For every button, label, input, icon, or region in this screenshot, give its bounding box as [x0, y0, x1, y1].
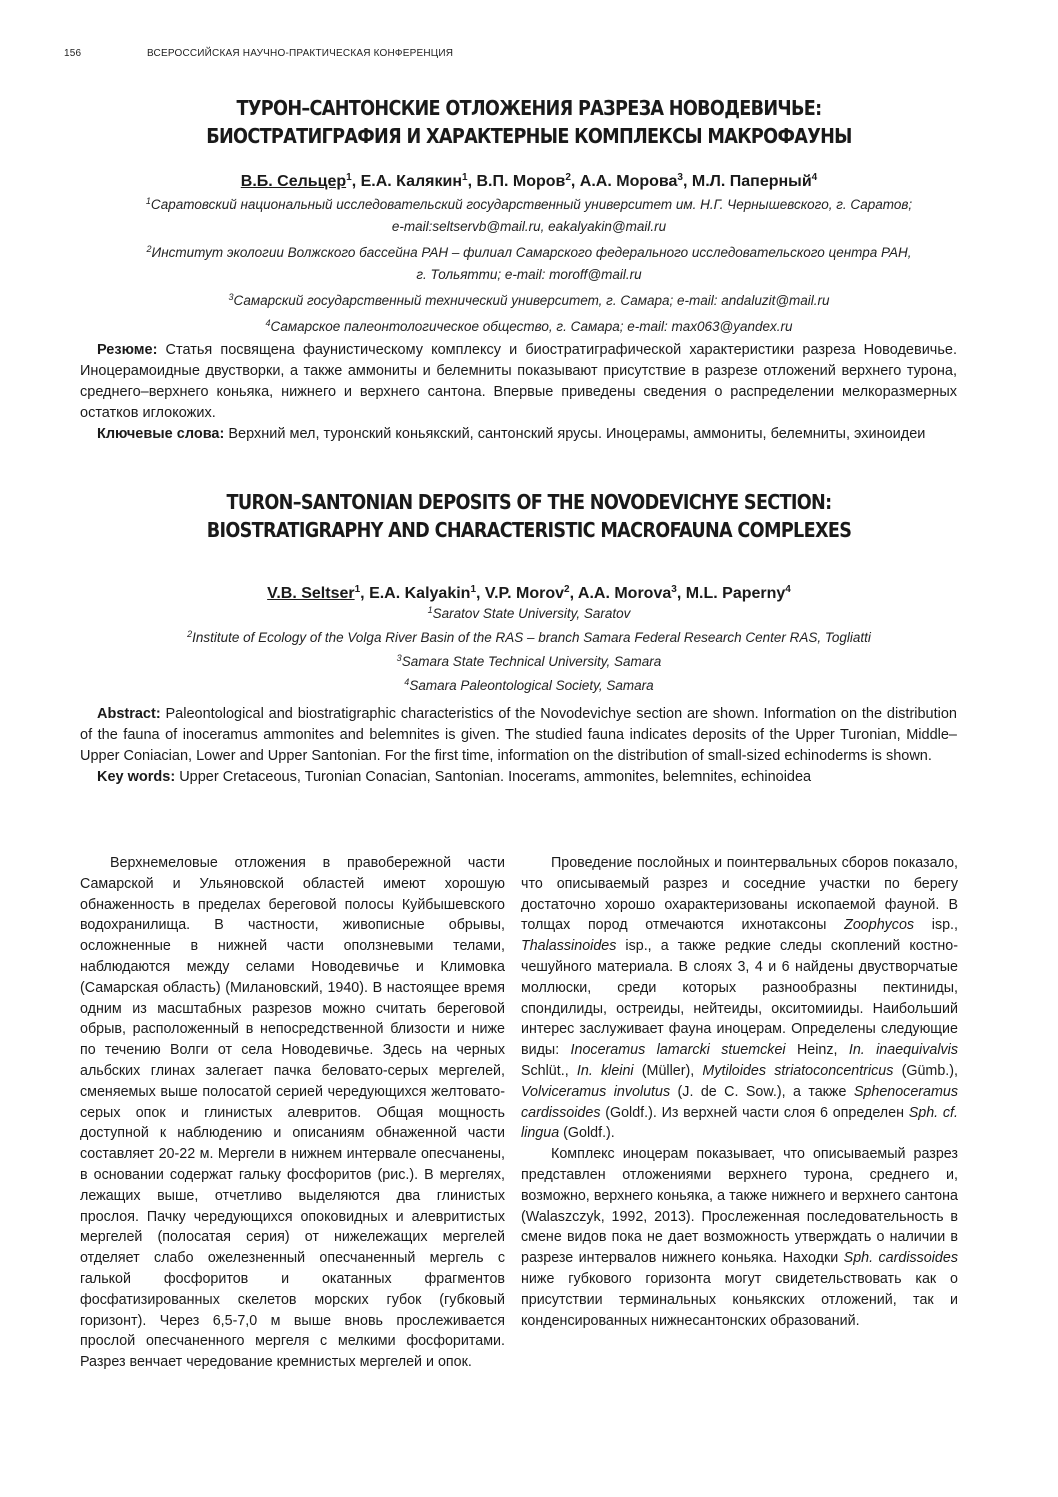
taxon-name: Zoophycos	[844, 917, 915, 934]
affiliations-english	[0, 600, 1058, 696]
affiliation-text: Institute of Ecology of the Volga River Basin of the RAS – branch Samara Federal Research Center RAS, Togliatti	[192, 630, 871, 645]
text-run: Проведение послойных и поинтервальных сборов показало, что описываемый разрез и соседние участки по берегу достаточно хорошо охарактеризованы ископаемой фауной. В толщах пород отмечаются ихнотаксоны	[521, 855, 958, 934]
affiliation-line	[0, 624, 1058, 648]
affiliation-text: Саратовский национальный исследовательский государственный университет им. Н.Г. Чернышевского, г. Саратов;	[150, 197, 913, 212]
keywords-russian-paragraph	[80, 424, 957, 445]
abstract-russian	[80, 340, 957, 445]
affiliation-mark: 4	[265, 318, 271, 328]
body-column-left	[80, 853, 505, 1373]
title-russian	[74, 94, 984, 150]
author-name: A.A. Morova	[577, 585, 672, 602]
keywords-english-text: Upper Cretaceous, Turonian Conacian, Santonian. Inocerams, ammonites, belemnites, echinoidea	[175, 769, 812, 785]
text-run: ниже губкового горизонта могут свидетельствовать как о присутствии терминальных коньякских отложений, так и конденсированных нижнесантонских образований.	[521, 1270, 958, 1329]
affiliation-line	[0, 216, 1058, 238]
text-run: Комплекс иноцерам показывает, что описываемый разрез представлен отложениями верхнего турона, среднего и, возможно, верхнего коньяка, а также нижнего и верхнего сантона (Walaszczyk, 1992, 2013). Прослеженная последовательность в смене видов пока не дает возможность утверждать о наличии в разрезе интервалов нижнего коньяка. Находки	[521, 1146, 958, 1267]
body-paragraph	[521, 1144, 958, 1331]
author-affiliation-mark: 3	[677, 172, 683, 183]
author-name: М.Л. Паперный	[691, 173, 812, 190]
text-run: isp.,	[914, 917, 958, 934]
author-affiliation-mark: 1	[462, 172, 468, 183]
taxon-name: Mytiloides striatoconcentricus	[702, 1062, 894, 1079]
text-run: Heinz,	[785, 1042, 849, 1059]
affiliation-mark: 2	[146, 244, 152, 254]
title-english-line1: TURON–SANTONIAN DEPOSITS OF THE NOVODEVICHYE SECTION:	[226, 490, 832, 514]
conference-name: ВСЕРОССИЙСКАЯ НАУЧНО-ПРАКТИЧЕСКАЯ КОНФЕРЕНЦИЯ	[146, 48, 454, 59]
text-run: (Müller),	[633, 1062, 703, 1079]
affiliation-line	[0, 286, 1058, 312]
abstract-english	[80, 704, 957, 788]
text-run: (Gümb.),	[893, 1062, 958, 1079]
title-english-line2: BIOSTRATIGRAPHY AND CHARACTERISTIC MACROFAUNA COMPLEXES	[206, 518, 852, 542]
author-name: Е.А. Калякин	[360, 173, 463, 190]
author-affiliation-mark: 1	[354, 584, 361, 595]
affiliation-text: Saratov State University, Saratov	[432, 606, 631, 621]
title-russian-line1: ТУРОН–САНТОНСКИЕ ОТЛОЖЕНИЯ РАЗРЕЗА НОВОДЕВИЧЬЕ:	[236, 96, 822, 120]
resume-paragraph	[80, 340, 957, 424]
affiliation-text: Samara State Technical University, Samara	[401, 654, 662, 669]
affiliation-text: Институт экологии Волжского бассейна РАН – филиал Самарского федерального исследовательского центра РАН,	[151, 245, 912, 260]
affiliation-text: г. Тольятти; e-mail: moroff@mail.ru	[416, 267, 642, 282]
affiliation-line	[0, 238, 1058, 264]
affiliation-line	[0, 672, 1058, 696]
author-affiliation-mark: 4	[811, 172, 818, 183]
affiliation-mark: 1	[145, 196, 151, 206]
affiliation-mark: 3	[396, 653, 402, 663]
author-name: В.П. Моров	[476, 173, 566, 190]
taxon-name: Inoceramus lamarcki stuemckei	[570, 1042, 786, 1059]
abstract-paragraph	[80, 704, 957, 767]
affiliations-russian	[0, 190, 1058, 338]
author-name: В.Б. Сельцер	[240, 173, 347, 190]
abstract-text: Paleontological and biostratigraphic characteristics of the Novodevichye section are shown. Information on the distribution of the fauna of inoceramus ammonites and belemnites is given. The studied fauna indicates deposits of the Upper Turonian, Middle–Upper Coniacian, Lower and Upper Santonian. For the first time, information on the distribution of small-sized echinoderms is shown.	[80, 706, 957, 764]
affiliation-mark: 3	[228, 292, 234, 302]
taxon-name: Sphenoceramus cardissoides	[521, 1083, 958, 1121]
running-head	[64, 48, 453, 59]
keywords-english-label: Key words:	[97, 769, 176, 785]
taxon-name: Sph. cardissoides	[843, 1250, 958, 1267]
affiliation-mark: 2	[187, 629, 193, 639]
author-name: А.А. Морова	[579, 173, 678, 190]
keywords-russian-text: Верхний мел, туронский коньякский, сантонский ярусы. Иноцерамы, аммониты, белемниты, эхиноидеи	[224, 426, 926, 442]
affiliation-line	[0, 648, 1058, 672]
body-paragraph: Верхнемеловые отложения в правобережной части Самарской и Ульяновской областей имеют хорошую обнаженность в пределах береговой полосы Куйбышевского водохранилища. В частности, живописные обрывы, осложненные в нижней части оползневыми телами, наблюдаются между селами Новодевичье и Климовка (Самарская область) (Милановский, 1940). В настоящее время одним из масштабных разрезов можно считать береговой обрыв, расположенный в непосредственной близости и ниже по течению Волги от села Новодевичье. Здесь на черных альбских глинах залегает пачка беловато-серых мергелей, сменяемых выше полосатой серией чередующихся желтовато-серых опок и глинистых алевритов. Общая мощность доступной к наблюдению и описаниям обнаженной части составляет 20-22 м. Мергели в нижнем интервале опесчанены, в основании содержат гальку фосфоритов (рис.). В мергелях, лежащих выше, отчетливо выделяются два глинистых прослоя. Пачку чередующихся опоковидных и алевритистых мергелей (полосатая серия) от нижележащих мергелей отделяет слабо ожелезненный опесчаненный мергель с галькой фосфоритов и окатанных фрагментов фосфатизированных скелетов морских губок (губковый горизонт). Через 6,5-7,0 м выше вновь прослеживается прослой опесчаненного мергеля с мелкими фосфоритами. Разрез венчает чередование кремнистых мергелей и опок.	[80, 855, 505, 1371]
affiliation-text: Samara Paleontological Society, Samara	[409, 678, 654, 693]
taxon-name: Thalassinoides	[521, 938, 617, 955]
body-paragraph	[521, 853, 958, 1144]
taxon-name: Sph. cf. lingua	[521, 1104, 958, 1142]
author-affiliation-mark: 1	[470, 584, 476, 595]
affiliation-text: e-mail:seltservb@mail.ru, eakalyakin@mail.ru	[391, 219, 667, 234]
text-run: isp., а также редкие следы скоплений костно-чешуйного материала. В слоях 3, 4 и 6 найдены двустворчатые моллюски, среди которых разнообразны пектиниды, спондилиды, остреиды, нейтеиды, окситомииды. Наибольший интерес заслуживает фауна иноцерам. Определены следующие виды:	[521, 938, 958, 1059]
title-russian-line2: БИОСТРАТИГРАФИЯ И ХАРАКТЕРНЫЕ КОМПЛЕКСЫ МАКРОФАУНЫ	[206, 124, 852, 148]
taxon-name: Volviceramus involutus	[521, 1083, 671, 1100]
text-run: (Goldf.).	[559, 1125, 615, 1142]
author-name: V.P. Morov	[484, 585, 565, 602]
affiliation-line	[0, 264, 1058, 286]
affiliation-line	[0, 600, 1058, 624]
affiliation-mark: 1	[427, 605, 433, 615]
text-run: (Goldf.). Из верхней части слоя 6 определен	[600, 1104, 909, 1121]
author-affiliation-mark: 2	[565, 172, 571, 183]
keywords-english-paragraph	[80, 767, 957, 788]
author-name: V.B. Seltser	[267, 585, 355, 602]
title-english	[74, 488, 984, 544]
author-affiliation-mark: 4	[785, 584, 791, 595]
author-affiliation-mark: 1	[346, 172, 352, 183]
resume-label: Резюме:	[97, 342, 158, 358]
authors-russian: В.Б. Сельцер$^1$, Е.А. Калякин$^1$, В.П. Моров$^2$, А.А. Морова$^3$, М.Л. Паперный$^4$	[240, 172, 818, 190]
affiliation-line	[0, 190, 1058, 216]
taxon-name: In. kleini	[576, 1062, 634, 1079]
text-run: (J. de C. Sow.), а также	[670, 1083, 854, 1100]
text-run: Schlüt.,	[521, 1062, 577, 1079]
author-name: E.A. Kalyakin	[369, 585, 471, 602]
affiliation-text: Самарское палеонтологическое общество, г. Самара; e-mail: max063@yandex.ru	[270, 319, 793, 334]
affiliation-mark: 4	[404, 677, 410, 687]
authors-english: V.B. Seltser$^1$, E.A. Kalyakin$^1$, V.P. Morov$^2$, A.A. Morova$^3$, M.L. Paperny$^4$	[267, 584, 791, 602]
body-column-right	[521, 853, 958, 1331]
keywords-russian-label: Ключевые слова:	[97, 426, 225, 442]
affiliation-text: Самарский государственный технический университет, г. Самара; e-mail: andaluzit@mail.ru	[233, 293, 830, 308]
author-name: M.L. Paperny	[685, 585, 786, 602]
page-number: 156	[64, 48, 82, 59]
resume-text: Статья посвящена фаунистическому комплексу и биостратиграфической характеристики разреза Новодевичье. Иноцерамоидные двустворки, а также аммониты и белемниты показывают присутствие в разрезе отложений верхнего турона, среднего–верхнего коньяка, нижнего и верхнего сантона. Впервые приведены сведения о распределении мелкоразмерных остатков иглокожих.	[80, 342, 957, 421]
taxon-name: In. inaequivalvis	[848, 1042, 958, 1059]
author-affiliation-mark: 2	[564, 584, 570, 595]
author-affiliation-mark: 3	[671, 584, 677, 595]
affiliation-line	[0, 312, 1058, 338]
abstract-label: Abstract:	[97, 706, 161, 722]
